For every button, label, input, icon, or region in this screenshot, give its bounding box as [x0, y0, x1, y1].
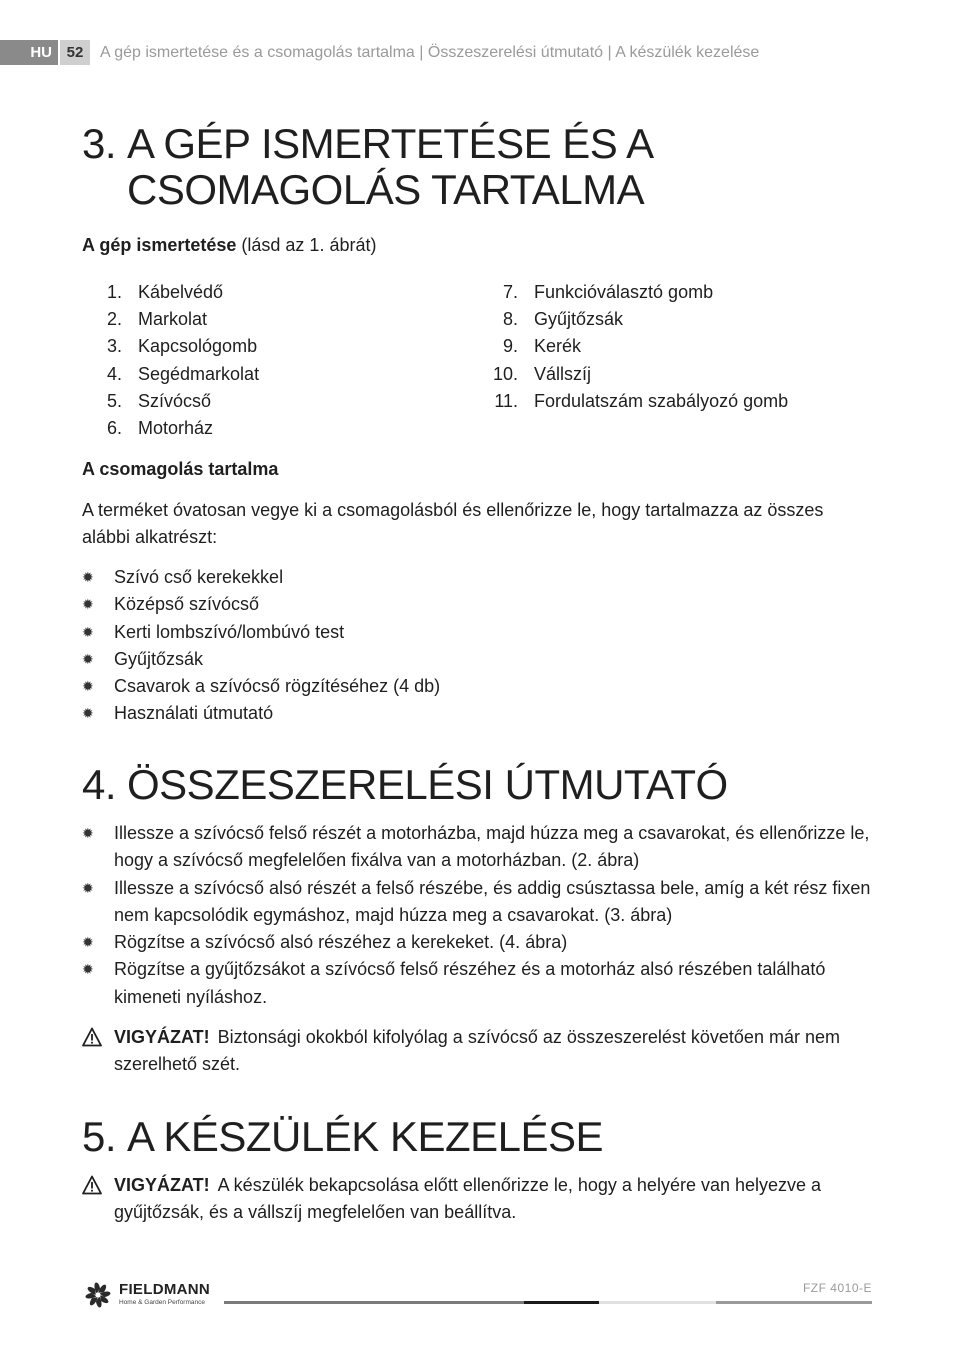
- brand-tagline: Home & Garden Performance: [119, 1299, 205, 1306]
- gear-bullet-icon: ✹: [82, 678, 94, 695]
- footer-rule-segment: [524, 1301, 599, 1304]
- warning-text: A készülék bekapcsolása előtt ellenőrizze le, hogy a helyére van helyezve a gyűjtőzsák, és a vállszíj megfelelően van beállítva.: [114, 1175, 822, 1222]
- list-item: ✹ Szívó cső kerekekkel: [82, 564, 872, 591]
- page-header: [0, 40, 954, 65]
- list-item: ✹ Használati útmutató: [82, 700, 872, 727]
- package-intro: A terméket óvatosan vegye ki a csomagolásból és ellenőrizze le, hogy tartalmazza az összes alábbi alkatrészt:: [82, 500, 824, 547]
- list-item: 11. Fordulatszám szabályozó gomb: [494, 390, 789, 411]
- list-item: ✹ Rögzítse a gyűjtőzsákot a szívócső felső részéhez és a motorház alsó részében található kimeneti nyíláshoz.: [82, 956, 872, 1011]
- warning-triangle-icon: [82, 1175, 102, 1195]
- warning-text: Biztonsági okokból kifolyólag a szívócső az összeszerelést követően már nem szerelhető szét.: [114, 1027, 840, 1074]
- list-item: 10. Vállszíj: [492, 363, 592, 384]
- section-4-number: 4.: [82, 761, 117, 808]
- gear-bullet-icon: ✹: [82, 705, 94, 722]
- parts-list-right: [492, 279, 789, 415]
- gear-bullet-icon: ✹: [82, 569, 94, 585]
- warning-label: VIGYÁZAT!: [114, 1175, 210, 1195]
- list-item: 7. Funkcióválasztó gomb: [502, 282, 714, 302]
- footer-rule-segment: [716, 1301, 872, 1304]
- list-item: ✹ Rögzítse a szívócső alsó részéhez a kerekeket. (4. ábra): [82, 929, 872, 956]
- package-heading: A csomagolás tartalma: [82, 459, 279, 479]
- footer-rule-segment: [224, 1301, 524, 1304]
- gear-bullet-icon: ✹: [82, 961, 94, 978]
- assembly-steps-list: [82, 820, 872, 1011]
- section-3-number: 3.: [82, 120, 117, 167]
- warning-triangle-icon: [82, 1027, 102, 1047]
- brand-name: FIELDMANN: [119, 1281, 211, 1298]
- list-item: 1. Kábelvédő: [106, 282, 224, 302]
- operation-warning: [82, 1172, 872, 1226]
- description-heading-bold: A gép ismertetése: [82, 235, 237, 255]
- section-3-title-line1: A GÉP ISMERTETÉSE ÉS A: [127, 120, 654, 167]
- list-item: 3. Kapcsológomb: [106, 336, 258, 357]
- gear-bullet-icon: ✹: [82, 623, 94, 640]
- gear-bullet-icon: ✹: [82, 596, 94, 613]
- list-item: ✹ Gyűjtőzsák: [82, 646, 872, 673]
- gear-bullet-icon: ✹: [82, 879, 94, 896]
- section-3-title: [82, 121, 654, 213]
- package-items-list: [82, 564, 872, 728]
- section-5-number: 5.: [82, 1113, 117, 1160]
- brand-logo: [82, 1278, 227, 1312]
- description-heading: [82, 235, 376, 256]
- page-number: 52: [60, 40, 90, 65]
- header-title: A gép ismertetése és a csomagolás tartalma | Összeszerelési útmutató | A készülék kezelése: [100, 44, 760, 61]
- model-number: FZF 4010-E: [802, 1281, 872, 1295]
- list-item: ✹ Középső szívócső: [82, 591, 872, 618]
- gear-bullet-icon: ✹: [82, 825, 94, 841]
- list-item: 5. Szívócső: [106, 390, 212, 411]
- list-item: ✹ Kerti lombszívó/lombúvó test: [82, 619, 872, 646]
- list-item: 4. Segédmarkolat: [106, 363, 260, 384]
- fan-logo-icon: [82, 1279, 114, 1311]
- footer-rule-segment: [599, 1301, 716, 1304]
- list-item: 6. Motorház: [106, 417, 214, 438]
- section-4-title: 4. ÖSSZESZERELÉSI ÚTMUTATÓ: [82, 761, 728, 808]
- list-item: 8. Gyűjtőzsák: [502, 309, 624, 330]
- description-reference: (lásd az 1. ábrát): [236, 235, 377, 255]
- parts-list-left: [106, 279, 260, 442]
- gear-bullet-icon: ✹: [82, 934, 94, 951]
- assembly-warning: [82, 1024, 872, 1078]
- gear-bullet-icon: ✹: [82, 650, 94, 667]
- section-3-title-line2: CSOMAGOLÁS TARTALMA: [127, 166, 645, 213]
- list-item: ✹ Illessze a szívócső felső részét a motorházba, majd húzza meg a csavarokat, és ellenőrizze le, hogy a szívócső megfelelően fixálva van a motorházban. (2. ábra): [82, 820, 872, 875]
- list-item: 9. Kerék: [502, 336, 582, 357]
- section-5-title: 5. A KÉSZÜLÉK KEZELÉSE: [82, 1113, 604, 1160]
- warning-label: VIGYÁZAT!: [114, 1027, 210, 1047]
- list-item: ✹ Csavarok a szívócső rögzítéséhez (4 db): [82, 673, 872, 700]
- language-badge: HU: [0, 40, 58, 65]
- list-item: 2. Markolat: [106, 309, 208, 330]
- list-item: ✹ Illessze a szívócső alsó részét a felső részébe, és addig csúsztassa bele, amíg a két rész fixen nem kapcsolódik egymáshoz, majd húzza meg a csavarokat. (3. ábra): [82, 875, 872, 930]
